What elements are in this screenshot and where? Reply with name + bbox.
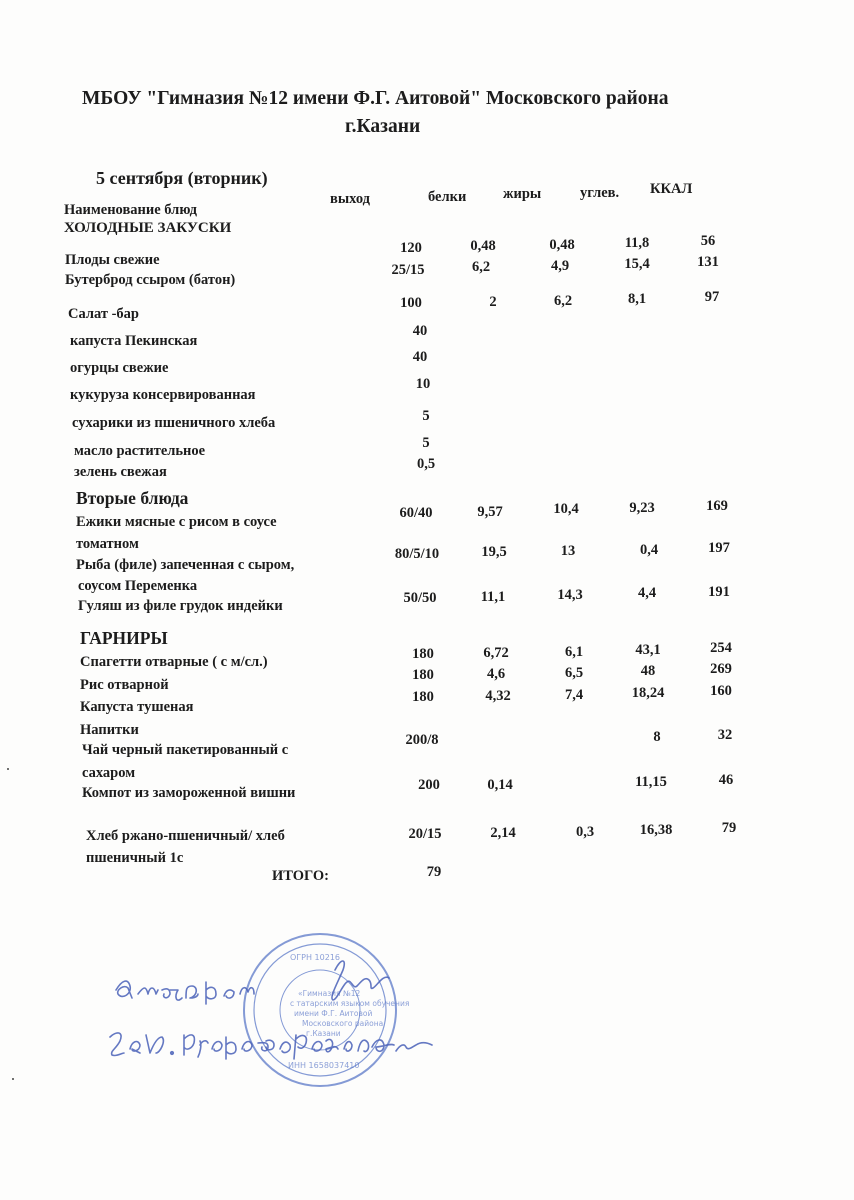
dish-vyhod: 120 [400, 240, 422, 256]
dish-kkal: 269 [710, 661, 732, 677]
ingredient-name: кукуруза консервированная [70, 387, 256, 403]
dish-belki: 2,14 [490, 825, 516, 841]
dish-vyhod: 180 [412, 689, 434, 705]
dish-uglev: 11,8 [624, 235, 650, 251]
svg-text:ОГРН 10216: ОГРН 10216 [290, 953, 341, 962]
dish-kkal: 131 [697, 254, 719, 270]
dish-belki: 0,14 [487, 777, 513, 793]
dish-vyhod: 50/50 [403, 590, 437, 606]
dish-vyhod: 80/5/10 [394, 546, 440, 562]
dish-kkal: 79 [721, 820, 737, 836]
svg-text:с татарским языком обучения: с татарским языком обучения [290, 999, 410, 1008]
dish-belki: 4,6 [486, 666, 506, 682]
dish-name: Капуста тушеная [80, 699, 194, 715]
dish-uglev: 48 [640, 663, 656, 679]
dish-zhiry: 4,9 [550, 258, 570, 274]
page-title-line1: МБОУ "Гимназия №12 имени Ф.Г. Аитовой" Московского района [82, 88, 669, 109]
svg-text:имени Ф.Г. Аитовой: имени Ф.Г. Аитовой [294, 1009, 373, 1018]
dish-vyhod: 100 [400, 295, 422, 311]
col-header-name: Наименование блюд [64, 202, 197, 218]
dish-uglev: 8,1 [627, 291, 647, 307]
dish-name-cont: томатном [76, 536, 139, 552]
dish-belki: 11,1 [480, 589, 506, 605]
dish-zhiry: 6,2 [553, 293, 573, 309]
section-drinks: Напитки [80, 722, 139, 738]
col-header-uglev: углев. [580, 185, 620, 201]
dish-vyhod: 180 [412, 667, 434, 683]
signature-zav [100, 1005, 440, 1075]
dish-belki: 0,48 [470, 238, 496, 254]
dish-name: Плоды свежие [65, 252, 160, 268]
dish-name: Бутерброд ссыром (батон) [65, 272, 236, 288]
dish-name: Компот из замороженной вишни [82, 785, 296, 801]
dish-belki: 2 [489, 294, 497, 310]
dish-vyhod: 20/15 [408, 826, 442, 842]
dish-name: Ежики мясные с рисом в соусе [76, 514, 277, 530]
dish-zhiry: 7,4 [564, 687, 584, 703]
dish-vyhod: 180 [412, 646, 434, 662]
dish-belki: 9,57 [477, 504, 503, 520]
dish-kkal: 254 [710, 640, 732, 656]
dish-zhiry: 14,3 [557, 587, 583, 603]
dish-uglev: 9,23 [629, 500, 655, 516]
ingredient-name: сухарики из пшеничного хлеба [72, 415, 276, 431]
scan-speck [7, 768, 9, 770]
scan-speck [12, 1078, 14, 1080]
dish-name-cont: сахаром [82, 765, 136, 781]
dish-uglev: 43,1 [635, 642, 661, 658]
dish-name-cont: пшеничный 1с [86, 850, 184, 866]
dish-zhiry: 13 [560, 543, 576, 559]
col-header-belki: белки [428, 189, 467, 205]
dish-kkal: 32 [717, 727, 733, 743]
dish-uglev: 18,24 [631, 685, 665, 701]
dish-uglev: 16,38 [639, 822, 673, 838]
dish-uglev: 15,4 [624, 256, 650, 272]
dish-zhiry: 6,1 [564, 644, 584, 660]
dish-kkal: 97 [704, 289, 720, 305]
section-cold-snacks: ХОЛОДНЫЕ ЗАКУСКИ [64, 220, 232, 236]
dish-kkal: 46 [718, 772, 734, 788]
dish-vyhod: 200 [418, 777, 440, 793]
section-garnish: ГАРНИРЫ [80, 628, 168, 648]
ingredient-name: огурцы свежие [70, 360, 169, 376]
ingredient-name: капуста Пекинская [70, 333, 198, 349]
col-header-kkal: ККАЛ [650, 181, 693, 197]
svg-text:Московского района: Московского района [302, 1019, 384, 1028]
ingredient-vyhod: 40 [412, 349, 428, 365]
dish-name: Чай черный пакетированный с [82, 742, 289, 758]
dish-kkal: 191 [708, 584, 730, 600]
svg-text:ИНН 1658037410: ИНН 1658037410 [288, 1061, 360, 1070]
dish-belki: 6,72 [483, 645, 509, 661]
dish-uglev: 8 [653, 729, 661, 745]
col-header-zhiry: жиры [503, 186, 542, 202]
dish-uglev: 11,15 [635, 774, 667, 790]
page-title-line2: г.Казани [345, 116, 421, 137]
dish-zhiry: 10,4 [553, 501, 579, 517]
total-label: ИТОГО: [272, 868, 330, 884]
col-header-vyhod: выход [330, 191, 371, 207]
section-second-courses: Вторые блюда [76, 488, 189, 508]
dish-kkal: 56 [700, 233, 716, 249]
dish-name-cont: соусом Переменка [78, 578, 198, 594]
ingredient-name: масло растительное [74, 443, 206, 459]
dish-belki: 4,32 [485, 688, 511, 704]
dish-zhiry: 6,5 [564, 665, 584, 681]
ingredient-name: зелень свежая [74, 464, 167, 480]
dish-uglev: 4,4 [637, 585, 657, 601]
dish-vyhod: 60/40 [399, 505, 433, 521]
dish-name: Рис отварной [80, 677, 169, 693]
svg-text:«Гимназия №12: «Гимназия №12 [298, 989, 361, 998]
ingredient-vyhod: 5 [422, 408, 430, 424]
svg-text:г.Казани: г.Казани [306, 1029, 341, 1038]
dish-zhiry: 0,3 [575, 824, 595, 840]
dish-vyhod: 200/8 [405, 732, 439, 748]
ingredient-vyhod: 0,5 [416, 456, 436, 472]
dish-name: Гуляш из филе грудок индейки [78, 598, 283, 614]
dish-vyhod: 25/15 [391, 262, 425, 278]
menu-date: 5 сентября (вторник) [96, 168, 268, 188]
dish-uglev: 0,4 [639, 542, 659, 558]
dish-kkal: 197 [708, 540, 730, 556]
dish-kkal: 169 [706, 498, 728, 514]
ingredient-vyhod: 10 [415, 376, 431, 392]
ingredient-vyhod: 40 [412, 323, 428, 339]
dish-zhiry: 0,48 [549, 237, 575, 253]
dish-name: Хлеб ржано-пшеничный/ хлеб [86, 828, 285, 844]
dish-kkal: 160 [710, 683, 732, 699]
dish-belki: 19,5 [481, 544, 507, 560]
dish-name: Салат -бар [68, 306, 139, 322]
total-value: 79 [426, 864, 442, 880]
dish-belki: 6,2 [471, 259, 491, 275]
dish-name: Рыба (филе) запеченная с сыром, [76, 557, 295, 573]
ingredient-vyhod: 5 [422, 435, 430, 451]
dish-name: Спагетти отварные ( с м/сл.) [80, 654, 268, 670]
